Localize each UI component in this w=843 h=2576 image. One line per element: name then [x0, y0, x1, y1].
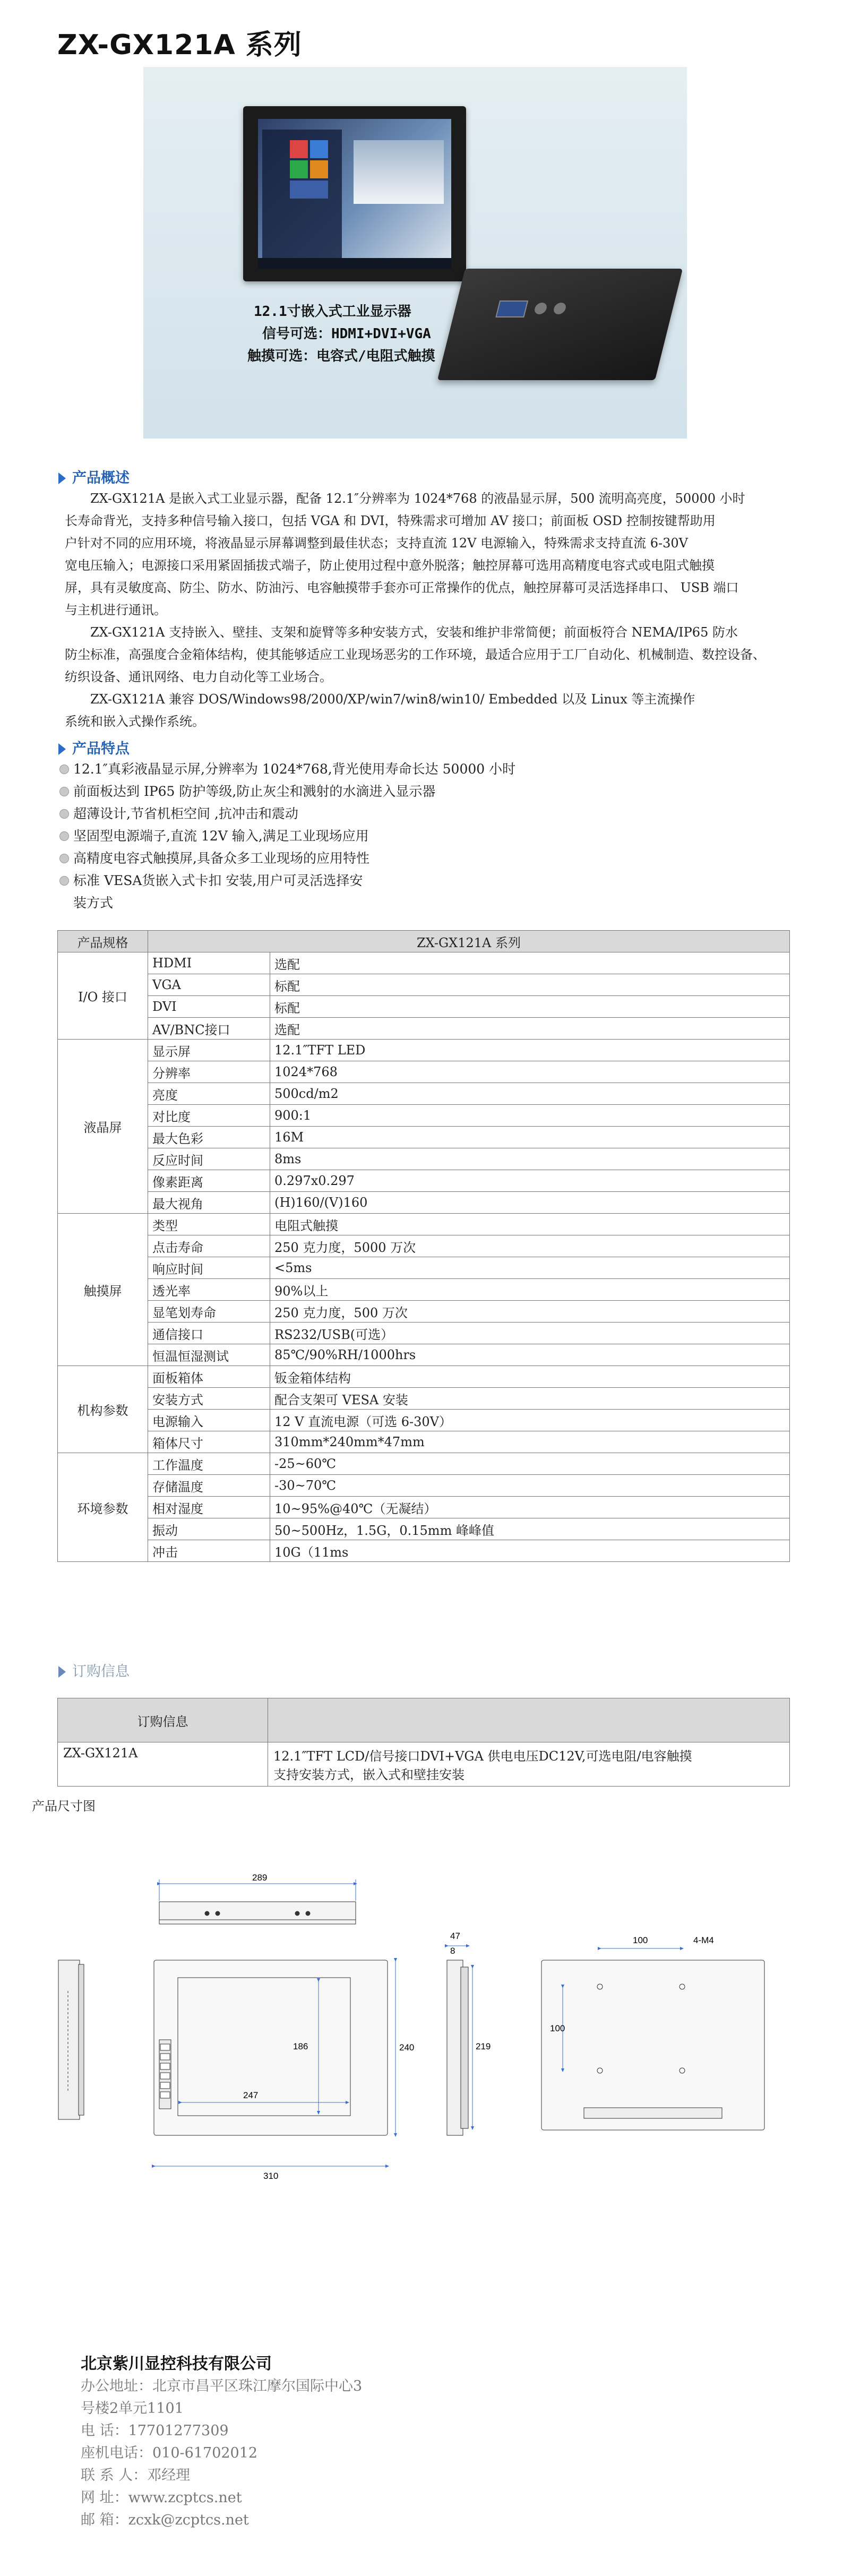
spec-row — [58, 1279, 790, 1301]
spec-row — [58, 952, 790, 974]
phone-row: 电 话：17701277309 — [81, 2423, 229, 2439]
overview-line: 屏，具有灵敏度高、防尘、防水、防油污、电容触摸带手套亦可正常操作的优点，触控屏幕可灵活选择串口、 USB 端口 — [65, 580, 739, 595]
overview-line: 防尘标准，高强度合金箱体结构，使其能够适应工业现场恶劣的工作环境，最适合应用于工厂自动化、机械制造、数控设备、 — [65, 647, 765, 662]
spec-row — [58, 1170, 790, 1192]
spec-row — [58, 1083, 790, 1105]
company-name: 北京紫川显控科技有限公司 — [81, 2355, 272, 2373]
hero-caption-line2: 信号可选：HDMI+DVI+VGA — [262, 326, 431, 342]
spec-row — [58, 1018, 790, 1040]
spec-row — [58, 1431, 790, 1453]
spec-row — [58, 1453, 790, 1475]
overview-line: ZX-GX121A 支持嵌入、壁挂、支架和旋臂等多种安装方式，安装和维护非常简便；前面板符合 NEMA/IP65 防水 — [90, 625, 738, 640]
top-view — [159, 1879, 356, 1924]
feature-item: 高精度电容式触摸屏,具备众多工业现场的应用特性 — [59, 847, 723, 870]
dim-inner-width: 247 — [243, 2090, 259, 2100]
spec-row — [58, 1323, 790, 1344]
spec-param: 像素距离 — [148, 1170, 270, 1192]
spec-param: 显示屏 — [148, 1040, 270, 1061]
spec-param: 点击寿命 — [148, 1235, 270, 1257]
spec-param: 最大色彩 — [148, 1127, 270, 1148]
dim-depth-2: 8 — [450, 1946, 455, 1956]
spec-value: 85℃/90%RH/1000hrs — [270, 1344, 790, 1366]
hero-caption-line1: 12.1寸嵌入式工业显示器 — [254, 304, 411, 320]
spec-param: 最大视角 — [148, 1192, 270, 1214]
spec-value: 标配 — [270, 974, 790, 996]
order-description: 12.1″TFT LCD/信号接口DVI+VGA 供电电压DC12V,可选电阻/电容触摸 支持安装方式，嵌入式和壁挂安装 — [268, 1742, 790, 1787]
spec-row — [58, 996, 790, 1018]
triangle-icon — [58, 1666, 66, 1678]
bullet-icon — [59, 809, 69, 819]
mail-row: 邮 箱：zcxk@zcptcs.net — [81, 2512, 249, 2528]
overview-line: ZX-GX121A 是嵌入式工业显示器，配备 12.1″分辨率为 1024*768 的液晶显示屏，500 流明高亮度，50000 小时 — [90, 491, 745, 506]
order-table — [57, 1698, 790, 1787]
spec-value: 12.1″TFT LED — [270, 1040, 790, 1061]
spec-value: 16M — [270, 1127, 790, 1148]
spec-category: 环境参数 — [58, 1453, 148, 1562]
spec-value: (H)160/(V)160 — [270, 1192, 790, 1214]
website-link[interactable]: www.zcptcs.net — [128, 2489, 242, 2506]
spec-header-left: 产品规格 — [58, 931, 148, 952]
spec-category: I/O 接口 — [58, 952, 148, 1040]
spec-row — [58, 1127, 790, 1148]
overview-paragraph-3 — [65, 688, 791, 733]
spec-param: 冲击 — [148, 1540, 270, 1562]
feature-item: 坚固型电源端子,直流 12V 输入,满足工业现场应用 — [59, 825, 723, 847]
spec-param: HDMI — [148, 952, 270, 974]
feature-item: 12.1″真彩液晶显示屏,分辨率为 1024*768,背光使用寿命长达 50000 小时 — [59, 758, 723, 780]
fax-row: 座机电话：010-61702012 — [81, 2445, 258, 2461]
spec-param: 恒温恒湿测试 — [148, 1344, 270, 1366]
spec-value: 900:1 — [270, 1105, 790, 1127]
spec-value: RS232/USB(可选） — [270, 1323, 790, 1344]
spec-value: <5ms — [270, 1257, 790, 1279]
spec-value: 90%以上 — [270, 1279, 790, 1301]
order-header-right — [268, 1698, 790, 1742]
person-row: 联 系 人：邓经理 — [81, 2467, 191, 2484]
overview-line: 户针对不同的应用环境，将液晶显示屏幕调整到最佳状态；支持直流 12V 电源输入，特殊需求支持直流 6-30V — [65, 536, 689, 551]
spec-value: 310mm*240mm*47mm — [270, 1431, 790, 1453]
web-row: 网 址：www.zcptcs.net — [81, 2489, 242, 2506]
order-header-left: 订购信息 — [58, 1698, 268, 1742]
spec-category: 机构参数 — [58, 1366, 148, 1453]
spec-row — [58, 1497, 790, 1518]
feature-item: 前面板达到 IP65 防护等级,防止灰尘和溅射的水滴进入显示器 — [59, 780, 723, 803]
spec-value: 钣金箱体结构 — [270, 1366, 790, 1388]
email-link[interactable]: zcxk@zcptcs.net — [128, 2512, 249, 2528]
overview-line: 与主机进行通讯。 — [65, 603, 167, 617]
spec-value: 配合支架可 VESA 安装 — [270, 1388, 790, 1410]
hero-caption — [247, 300, 435, 367]
bullet-icon — [59, 787, 69, 796]
contact-block — [81, 2353, 420, 2531]
dim-side-height: 219 — [476, 2041, 491, 2051]
spec-row — [58, 1540, 790, 1562]
spec-param: 亮度 — [148, 1083, 270, 1105]
spec-value: 12 V 直流电源（可选 6-30V） — [270, 1410, 790, 1431]
spec-row — [58, 1518, 790, 1540]
spec-param: VGA — [148, 974, 270, 996]
spec-row — [58, 1475, 790, 1497]
dim-inner-height: 186 — [293, 2041, 308, 2051]
feature-item: 标准 VESA货嵌入式卡扣 安装,用户可灵活选择安 — [59, 870, 723, 892]
spec-param: 通信接口 — [148, 1323, 270, 1344]
dim-outer-height: 240 — [399, 2042, 415, 2053]
spec-row — [58, 1148, 790, 1170]
bullet-icon — [59, 876, 69, 886]
spec-param: 分辨率 — [148, 1061, 270, 1083]
bullet-icon — [59, 765, 69, 774]
rear-view — [541, 1948, 764, 2130]
spec-row — [58, 1388, 790, 1410]
spec-param: 工作温度 — [148, 1453, 270, 1475]
dim-rear-height: 100 — [550, 2023, 565, 2033]
spec-value: 电阻式触摸 — [270, 1214, 790, 1235]
spec-param: 存储温度 — [148, 1475, 270, 1497]
spec-row — [58, 974, 790, 996]
monitor-rear — [437, 269, 683, 380]
feature-item: 超薄设计,节省机柜空间 ,抗冲击和震动 — [59, 803, 723, 825]
spec-row — [58, 1105, 790, 1127]
spec-value: 10~95%@40℃（无凝结） — [270, 1497, 790, 1518]
dim-rear-width: 100 — [633, 1935, 648, 1945]
dim-depth: 47 — [450, 1931, 460, 1941]
spec-param: 反应时间 — [148, 1148, 270, 1170]
spec-param: 安装方式 — [148, 1388, 270, 1410]
page-title: ZX-GX121A 系列 — [57, 29, 302, 61]
monitor-front — [243, 106, 466, 281]
spec-row — [58, 1061, 790, 1083]
address-line-1: 办公地址：北京市昌平区珠江摩尔国际中心3 — [81, 2378, 363, 2394]
order-model: ZX-GX121A — [58, 1742, 268, 1787]
overview-line: 长寿命背光，支持多种信号输入接口，包括 VGA 和 DVI，特殊需求可增加 AV 接口；前面板 OSD 控制按键帮助用 — [65, 513, 716, 528]
triangle-icon — [58, 743, 66, 755]
dim-width-bottom: 310 — [263, 2171, 279, 2181]
spec-header-right: ZX-GX121A 系列 — [148, 931, 790, 952]
overview-paragraph-1 — [65, 487, 791, 621]
address-line-2: 号楼2单元1101 — [81, 2400, 184, 2417]
overview-heading: 产品概述 — [58, 466, 130, 487]
bullet-icon — [59, 854, 69, 863]
spec-row — [58, 1214, 790, 1235]
spec-value: 10G（11ms — [270, 1540, 790, 1562]
spec-param: 显笔划寿命 — [148, 1301, 270, 1323]
spec-param: 对比度 — [148, 1105, 270, 1127]
overview-line: 系统和嵌入式操作系统。 — [65, 714, 205, 729]
right-side-view — [447, 1946, 472, 2135]
spec-category: 液晶屏 — [58, 1040, 148, 1214]
spec-param: 箱体尺寸 — [148, 1431, 270, 1453]
spec-param: 透光率 — [148, 1279, 270, 1301]
feature-item-tail: 装方式 — [73, 895, 114, 911]
spec-value: 0.297x0.297 — [270, 1170, 790, 1192]
spec-param: 相对湿度 — [148, 1497, 270, 1518]
spec-param: 响应时间 — [148, 1257, 270, 1279]
spec-param: 振动 — [148, 1518, 270, 1540]
dim-rear-hole: 4-M4 — [693, 1935, 714, 1945]
dimensions-heading: 产品尺寸图 — [32, 1799, 96, 1814]
spec-category: 触摸屏 — [58, 1214, 148, 1366]
overview-line: 纺织设备、通讯网络、电力自动化等工业场合。 — [65, 669, 332, 684]
spec-param: 电源输入 — [148, 1410, 270, 1431]
overview-line: 宽电压输入；电源接口采用紧固插拔式端子，防止使用过程中意外脱落；触控屏幕可选用高精度电容式或电阻式触摸 — [65, 558, 715, 573]
triangle-icon — [58, 473, 66, 484]
spec-value: 500cd/m2 — [270, 1083, 790, 1105]
spec-row — [58, 1235, 790, 1257]
overview-line: ZX-GX121A 兼容 DOS/Windows98/2000/XP/win7/win8/win10/ Embedded 以及 Linux 等主流操作 — [90, 692, 695, 707]
left-side-view — [58, 1960, 84, 2119]
spec-row — [58, 1301, 790, 1323]
spec-row — [58, 1344, 790, 1366]
overview-paragraph-2 — [65, 621, 791, 688]
order-heading: 订购信息 — [58, 1660, 130, 1680]
overview-text — [65, 487, 791, 733]
spec-param: 类型 — [148, 1214, 270, 1235]
bullet-icon — [59, 831, 69, 841]
spec-row — [58, 1040, 790, 1061]
features-list — [59, 758, 723, 914]
spec-row — [58, 1257, 790, 1279]
spec-value: 250 克力度，500 万次 — [270, 1301, 790, 1323]
spec-value: 8ms — [270, 1148, 790, 1170]
spec-row — [58, 1366, 790, 1388]
spec-value: -25~60℃ — [270, 1453, 790, 1475]
phone-link[interactable]: 17701277309 — [128, 2423, 229, 2439]
spec-value: 250 克力度，5000 万次 — [270, 1235, 790, 1257]
spec-table — [57, 930, 790, 1562]
spec-param: 面板箱体 — [148, 1366, 270, 1388]
hero-caption-line3: 触摸可选：电容式/电阻式触摸 — [247, 348, 435, 364]
spec-value: 1024*768 — [270, 1061, 790, 1083]
spec-value: 标配 — [270, 996, 790, 1018]
front-view — [154, 1960, 395, 2166]
features-heading: 产品特点 — [58, 737, 130, 758]
spec-value: -30~70℃ — [270, 1475, 790, 1497]
spec-row — [58, 1192, 790, 1214]
hero-image — [143, 67, 687, 439]
spec-value: 选配 — [270, 952, 790, 974]
dimension-drawing — [0, 1869, 843, 2240]
spec-value: 50~500Hz，1.5G，0.15mm 峰峰值 — [270, 1518, 790, 1540]
monitor-screen — [258, 119, 451, 269]
dim-width-top: 289 — [252, 1873, 268, 1883]
spec-param: DVI — [148, 996, 270, 1018]
spec-row — [58, 1410, 790, 1431]
spec-param: AV/BNC接口 — [148, 1018, 270, 1040]
spec-value: 选配 — [270, 1018, 790, 1040]
